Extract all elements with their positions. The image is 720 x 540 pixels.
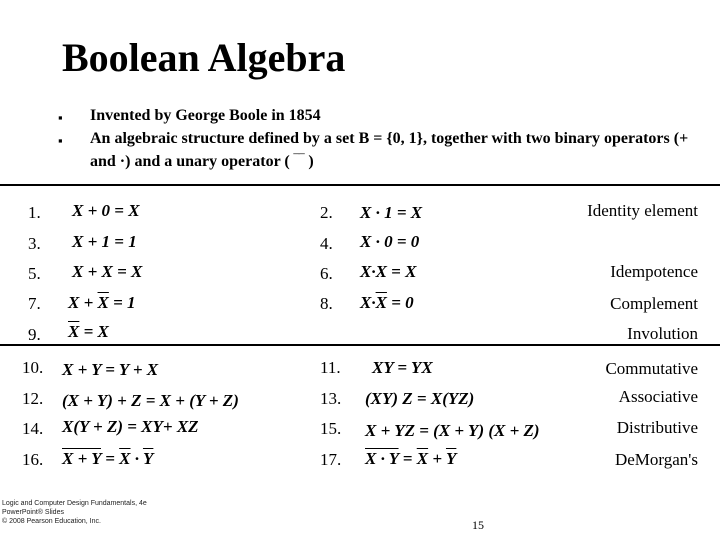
- law-number: 13.: [320, 389, 342, 408]
- law-number: 6.: [320, 264, 333, 283]
- law-number: 14.: [22, 419, 44, 438]
- law-equation: $\overline{X} = X$: [68, 322, 109, 341]
- law-number: 2.: [320, 203, 333, 222]
- footer-line: Logic and Computer Design Fundamentals, 4e: [2, 500, 147, 507]
- law-number: 3.: [28, 234, 41, 253]
- divider-middle: [0, 344, 720, 346]
- property-idempotence: Idempotence: [610, 262, 698, 281]
- page-number: 15: [472, 518, 484, 532]
- footer-line: © 2008 Pearson Education, Inc.: [2, 518, 101, 525]
- law-equation: X·X = X: [360, 262, 417, 281]
- divider-top: [0, 184, 720, 186]
- property-distributive: Distributive: [616, 418, 698, 437]
- law-number: 5.: [28, 264, 41, 283]
- property-identity: Identity element: [587, 201, 698, 220]
- property-complement: Complement: [610, 294, 698, 313]
- law-equation: X · 1 = X: [360, 203, 423, 222]
- law-number: 8.: [320, 294, 333, 313]
- bullet-icon: ▪: [58, 110, 63, 125]
- property-commutative: Commutative: [605, 359, 698, 378]
- law-equation: X(Y + Z) = XY+ XZ: [62, 417, 199, 436]
- property-demorgan: DeMorgan's: [614, 450, 698, 469]
- law-equation: $X \cdot Y = \overline{X} + \overline{Y}$: [365, 449, 457, 468]
- bullet-text-2: An algebraic structure defined by a set B = {0, 1}, together with two binary operators (+ and ·) and a unary operator ( ‾‾ ): [90, 130, 689, 170]
- law-equation: X + 0 = X: [72, 201, 140, 220]
- bullet-text-1: Invented by George Boole in 1854: [90, 107, 321, 124]
- law-equation: (X + Y) + Z = X + (Y + Z): [62, 391, 239, 410]
- law-equation: X + X = X: [72, 262, 143, 281]
- law-number: 9.: [28, 325, 41, 344]
- law-number: 16.: [22, 450, 44, 469]
- law-number: 7.: [28, 294, 41, 313]
- property-associative: Associative: [618, 387, 698, 406]
- law-number: 11.: [320, 358, 341, 377]
- law-equation: $X + \overline{X} = 1$: [68, 293, 136, 312]
- property-involution: Involution: [627, 324, 698, 343]
- law-number: 15.: [320, 419, 342, 438]
- slide-title: Boolean Algebra: [62, 35, 346, 80]
- footer-credit: [2, 499, 147, 526]
- law-equation: XY = YX: [372, 358, 433, 377]
- law-equation: $X + Y = \overline{X} \cdot \overline{Y}$: [62, 449, 154, 468]
- footer-line: PowerPoint® Slides: [2, 509, 64, 516]
- law-equation: X + YZ = (X + Y) (X + Z): [365, 421, 540, 440]
- law-equation: X + 1 = 1: [72, 232, 137, 251]
- law-equation: $X\cdot\overline{X} = 0$: [360, 293, 414, 312]
- bullet-icon: ▪: [58, 133, 63, 148]
- law-equation: X · 0 = 0: [360, 232, 420, 251]
- law-number: 1.: [28, 203, 41, 222]
- law-number: 4.: [320, 234, 333, 253]
- law-equation: X + Y = Y + X: [62, 360, 159, 379]
- law-number: 12.: [22, 389, 44, 408]
- law-number: 17.: [320, 450, 342, 469]
- law-number: 10.: [22, 358, 44, 377]
- law-equation: (XY) Z = X(YZ): [365, 389, 475, 408]
